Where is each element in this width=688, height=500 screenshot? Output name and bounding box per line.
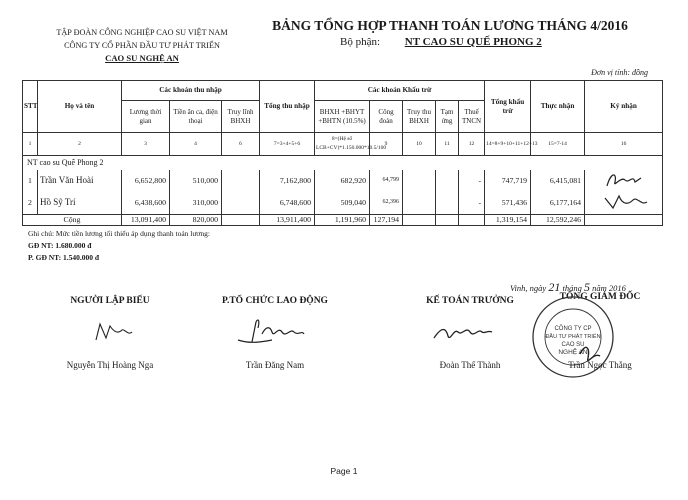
bhxh-collect-cell <box>403 192 436 215</box>
header-stt: STT <box>23 81 38 133</box>
department-value: NT CAO SU QUẾ PHONG 2 <box>404 36 542 48</box>
org-line-2: CÔNG TY CỔ PHẦN ĐẦU TƯ PHÁT TRIỂN <box>64 41 220 50</box>
total-meal: 820,000 <box>170 214 222 225</box>
director-title: TỔNG GIÁM ĐỐC <box>559 292 641 302</box>
total-net: 12,592,246 <box>531 214 585 225</box>
meal-cell: 510,000 <box>170 170 222 192</box>
accountant-signature <box>428 318 498 348</box>
union-cell: 62,396 <box>370 192 403 215</box>
header-income-group: Các khoản thu nhập <box>122 81 260 101</box>
bhxh-collect-cell <box>403 170 436 192</box>
employee-signature-1 <box>589 170 659 190</box>
svg-text:NGHỆ AN: NGHỆ AN <box>558 349 588 356</box>
index-row <box>23 133 663 156</box>
total-income-cell: 7,162,800 <box>260 170 315 192</box>
header-advance: Tạm ứng <box>436 101 459 133</box>
header-bhxh-collect: Truy thu BHXH <box>403 101 436 133</box>
meal-cell: 310,000 <box>170 192 222 215</box>
header-name: Họ và tên <box>38 81 122 133</box>
director-name: Trần Ngọc Thắng <box>568 360 632 370</box>
insurance-cell: 509,040 <box>315 192 370 215</box>
salary-cell: 6,438,600 <box>122 192 170 215</box>
svg-text:ĐẦU TƯ PHÁT TRIỂN: ĐẦU TƯ PHÁT TRIỂN <box>545 334 601 340</box>
index-cell: 8=(Hệ số LCB+CV)*1.150.000*10.5/100 <box>315 133 370 156</box>
index-cell: 3 <box>122 133 170 156</box>
advance-cell <box>436 192 459 215</box>
index-cell: 11 <box>436 133 459 156</box>
index-cell: 7=3+4+5+6 <box>260 133 315 156</box>
name-cell: Hồ Sỹ Trí <box>38 192 122 215</box>
document-title: BẢNG TỔNG HỢP THANH TOÁN LƯƠNG THÁNG 4/2016 <box>272 18 628 33</box>
department-label: Bộ phận: <box>340 36 381 48</box>
employee-signature-2 <box>589 192 659 212</box>
total-total-income: 13,911,400 <box>260 214 315 225</box>
bhxh-back-cell <box>222 170 260 192</box>
index-cell: 9 <box>370 133 403 156</box>
department-line <box>340 36 542 48</box>
signature-date: Vinh, ngày 21 tháng 5 năm 2016 <box>510 280 626 294</box>
note-line-3: P. GĐ NT: 1.540.000 đ <box>28 253 100 262</box>
net-cell: 6,177,164 <box>531 192 585 215</box>
total-income-cell: 6,748,600 <box>260 192 315 215</box>
accountant-name: Đoàn Thế Thành <box>439 360 501 370</box>
payroll-table <box>22 80 663 226</box>
page-footer: Page 1 <box>330 466 358 476</box>
section-label: NT cao su Quế Phong 2 <box>23 156 663 170</box>
header-insurance: BHXH +BHYT +BHTN (10.5%) <box>315 101 370 133</box>
header-sign: Ký nhận <box>585 81 663 133</box>
header-bhxh-back: Truy lĩnh BHXH <box>222 101 260 133</box>
index-cell: 2 <box>38 133 122 156</box>
total-deduction-cell: 747,719 <box>485 170 531 192</box>
total-row <box>23 214 663 225</box>
total-insurance: 1,191,960 <box>315 214 370 225</box>
index-cell: 12 <box>459 133 485 156</box>
header-total-income: Tổng thu nhập <box>260 81 315 133</box>
sign-cell <box>585 192 663 215</box>
table-row <box>23 192 663 215</box>
index-cell: 10 <box>403 133 436 156</box>
stt-cell: 1 <box>23 170 38 192</box>
total-salary: 13,091,400 <box>122 214 170 225</box>
svg-text:CÔNG TY CP: CÔNG TY CP <box>554 326 592 332</box>
labor-title: P.TỔ CHỨC LAO ĐỘNG <box>222 296 328 306</box>
header-deduction-group: Các khoản Khấu trừ <box>315 81 485 101</box>
stt-cell: 2 <box>23 192 38 215</box>
index-cell: 6 <box>222 133 260 156</box>
header-salary-time: Lương thời gian <box>122 101 170 133</box>
labor-signature <box>232 314 312 352</box>
index-cell: 14=8+9+10+11+12+13 <box>485 133 531 156</box>
tax-cell: - <box>459 170 485 192</box>
bhxh-back-cell <box>222 192 260 215</box>
header-meal-phone: Tiền ăn ca, điện thoại <box>170 101 222 133</box>
header-union: Công đoàn <box>370 101 403 133</box>
salary-cell: 6,652,800 <box>122 170 170 192</box>
labor-name: Trần Đăng Nam <box>245 360 305 370</box>
header-tax: Thuế TNCN <box>459 101 485 133</box>
svg-text:CAO SU: CAO SU <box>561 342 585 348</box>
total-label: Cộng <box>23 214 122 225</box>
org-line-3: CAO SU NGHỆ AN <box>105 53 179 63</box>
preparer-title: NGƯỜI LẬP BIỂU <box>70 296 150 306</box>
org-line-1: TẬP ĐOÀN CÔNG NGHIỆP CAO SU VIỆT NAM <box>56 28 228 37</box>
header-total-deduction: Tổng khấu trừ <box>485 81 531 133</box>
name-cell: Trần Văn Hoài <box>38 170 122 192</box>
net-cell: 6,415,081 <box>531 170 585 192</box>
total-union: 127,194 <box>370 214 403 225</box>
union-cell: 64,799 <box>370 170 403 192</box>
total-total-deduction: 1,319,154 <box>485 214 531 225</box>
total-deduction-cell: 571,436 <box>485 192 531 215</box>
note-line-2: GĐ NT: 1.680.000 đ <box>28 241 92 250</box>
preparer-signature <box>88 318 138 348</box>
preparer-name: Nguyễn Thị Hoàng Nga <box>66 360 154 370</box>
index-cell: 16 <box>585 133 663 156</box>
tax-cell: - <box>459 192 485 215</box>
section-row <box>23 156 663 170</box>
unit-note: Đơn vị tính: đồng <box>591 68 648 77</box>
sign-cell <box>585 170 663 192</box>
accountant-title: KẾ TOÁN TRƯỞNG <box>426 296 514 306</box>
organization-header <box>22 26 262 65</box>
insurance-cell: 682,920 <box>315 170 370 192</box>
advance-cell <box>436 170 459 192</box>
index-cell: 1 <box>23 133 38 156</box>
note-line-1: Ghi chú: Mức tiền lương tối thiểu áp dụng thanh toán lương: <box>28 229 210 238</box>
index-cell: 4 <box>170 133 222 156</box>
table-row <box>23 170 663 192</box>
index-cell: 15=7-14 <box>531 133 585 156</box>
header-net: Thực nhận <box>531 81 585 133</box>
